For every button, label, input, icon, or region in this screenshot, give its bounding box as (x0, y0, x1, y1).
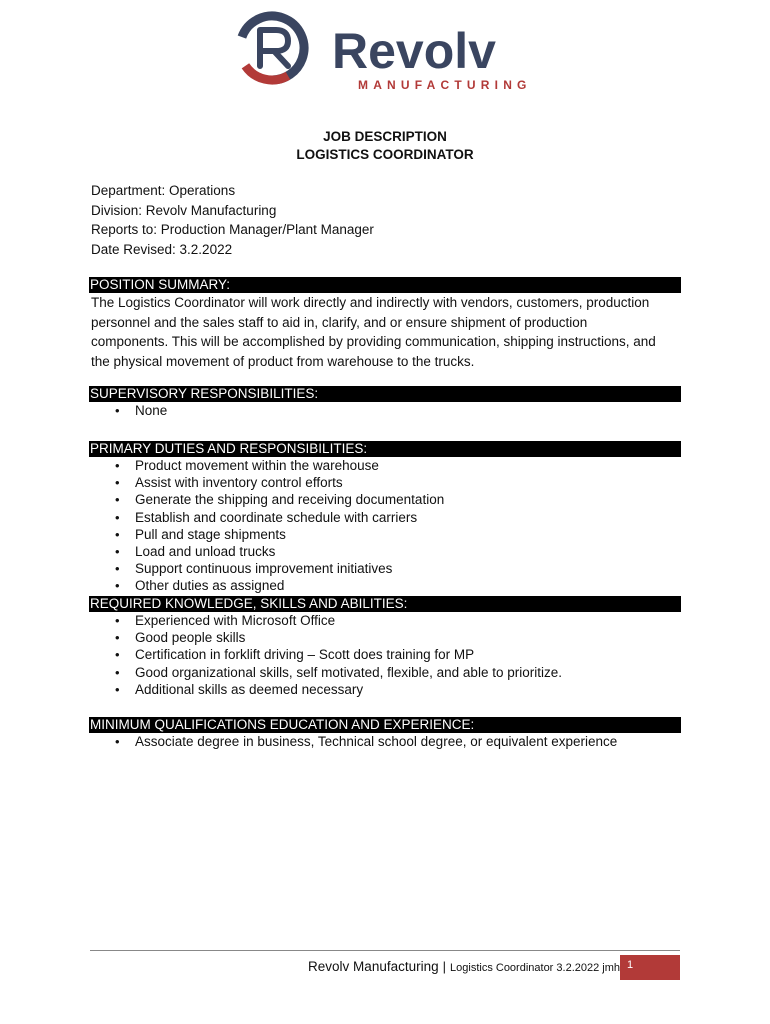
footer-divider (90, 950, 680, 951)
list-item: • Good organizational skills, self motivated, flexible, and able to prioritize. (89, 664, 681, 681)
section-heading: POSITION SUMMARY: (89, 277, 681, 293)
title-line-1: JOB DESCRIPTION (323, 129, 447, 144)
section-primary-duties (89, 441, 681, 595)
list-item: • Product movement within the warehouse (89, 457, 681, 474)
list-item: • Good people skills (89, 629, 681, 646)
page-footer (0, 955, 770, 979)
summary-line: personnel and the sales staff to aid in, clarify, and or ensure shipment of production (91, 314, 588, 330)
date-revised: Date Revised: 3.2.2022 (91, 241, 233, 257)
list-item: • Associate degree in business, Technical school degree, or equivalent experience (89, 733, 681, 750)
section-heading: PRIMARY DUTIES AND RESPONSIBILITIES: (89, 441, 681, 457)
list-item: • Pull and stage shipments (89, 526, 681, 543)
list-item: • Load and unload trucks (89, 543, 681, 560)
section-heading: MINIMUM QUALIFICATIONS EDUCATION AND EXPERIENCE: (89, 717, 681, 733)
list-item: • Assist with inventory control efforts (89, 474, 681, 491)
section-heading: SUPERVISORY RESPONSIBILITIES: (89, 386, 681, 402)
list-item: • None (89, 402, 681, 419)
list-item: • Additional skills as deemed necessary (89, 681, 681, 698)
list-item: • Establish and coordinate schedule with carriers (89, 509, 681, 526)
section-supervisory (89, 386, 681, 419)
summary-line: The Logistics Coordinator will work directly and indirectly with vendors, customers, production (91, 295, 650, 310)
footer-separator: | (442, 959, 447, 974)
title-line-2: LOGISTICS COORDINATOR (296, 147, 474, 162)
job-meta (91, 181, 374, 259)
skills-list (89, 612, 681, 698)
list-item: • Support continuous improvement initiatives (89, 560, 681, 577)
supervisory-list (89, 402, 681, 419)
page-number: 1 (620, 955, 680, 980)
qualifications-list (89, 733, 681, 750)
document-title (0, 128, 770, 164)
list-item: • Other duties as assigned (89, 577, 681, 594)
list-item: • Certification in forklift driving – Scott does training for MP (89, 646, 681, 663)
section-minimum-qualifications (89, 717, 681, 750)
section-position-summary (89, 277, 681, 371)
logo-wordmark: Revolv (332, 23, 496, 79)
summary-line: components. This will be accomplished by providing communication, shipping instructions, and (91, 334, 656, 349)
section-heading: REQUIRED KNOWLEDGE, SKILLS AND ABILITIES: (89, 596, 681, 612)
division: Division: Revolv Manufacturing (91, 202, 277, 218)
department: Department: Operations (91, 183, 236, 198)
footer-text (308, 959, 620, 974)
reports-to: Reports to: Production Manager/Plant Manager (91, 222, 374, 237)
footer-doc-name: Logistics Coordinator 3.2.2022 jmh (450, 962, 620, 974)
summary-line: the physical movement of product from warehouse to the trucks. (91, 353, 475, 369)
footer-company: Revolv Manufacturing (308, 959, 439, 974)
summary-text (89, 293, 681, 371)
logo-tagline: MANUFACTURING (358, 78, 532, 92)
logo-emblem-icon (232, 8, 316, 92)
list-item: • Experienced with Microsoft Office (89, 612, 681, 629)
duties-list (89, 457, 681, 595)
list-item: • Generate the shipping and receiving documentation (89, 491, 681, 508)
company-logo (232, 8, 542, 96)
section-required-skills (89, 596, 681, 698)
